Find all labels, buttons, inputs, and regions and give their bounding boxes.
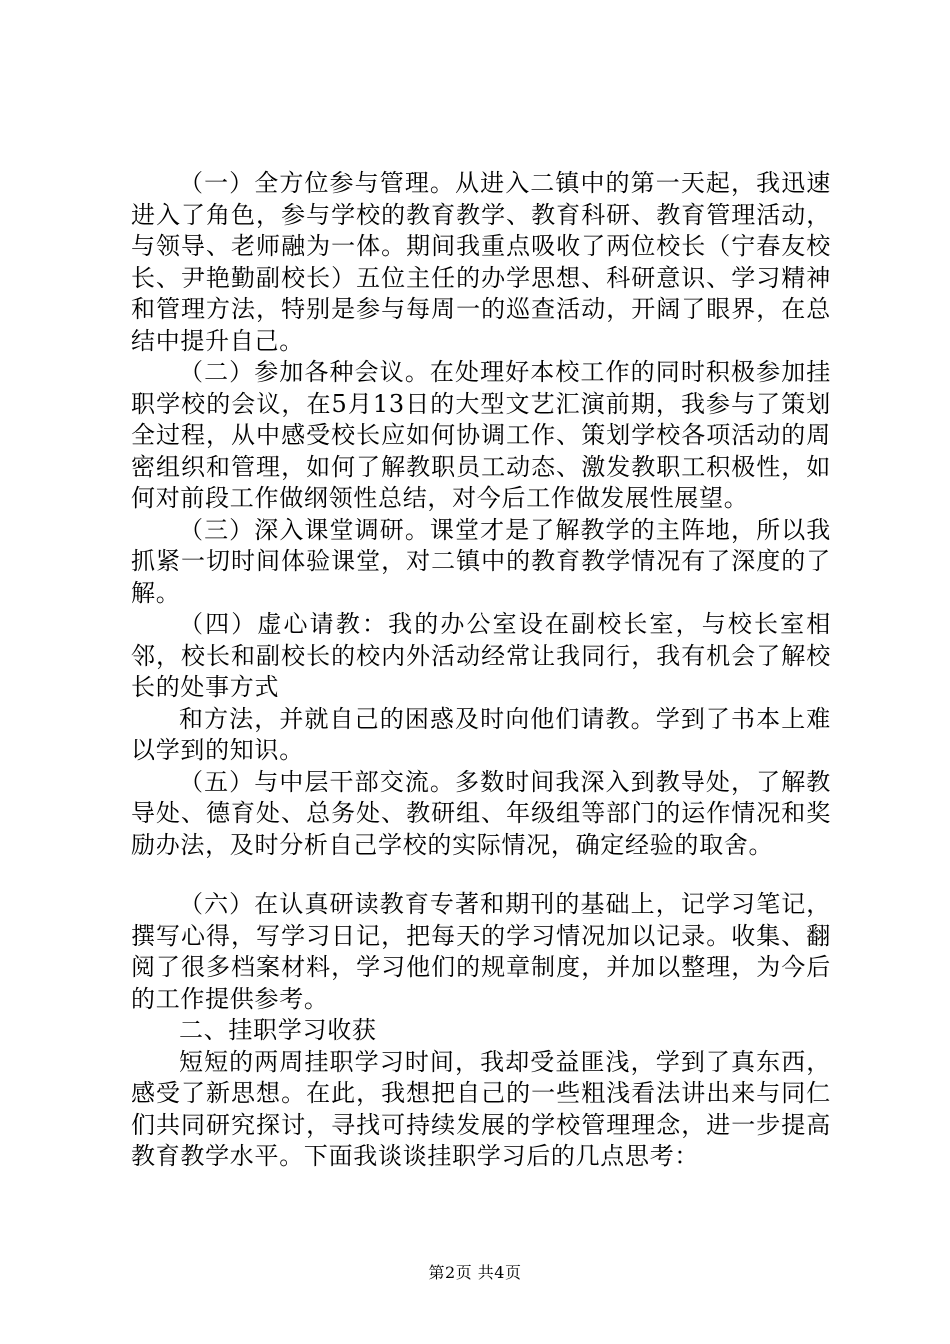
paragraph-2: （二）参加各种会议。在处理好本校工作的同时积极参加挂职学校的会议，在5月13日的大型文艺汇演前期，我参与了策划全过程，从中感受校长应如何协调工作、策划学校各项活动的周密组织和管理，如何了解教职员工动态、激发教职工积极性，如何对前段工作做纲领性总结，对今后工作做发展性展望。 [131, 358, 831, 512]
paragraph-7: 短短的两周挂职学习时间，我却受益匪浅，学到了真东西，感受了新思想。在此，我想把自己的一些粗浅看法讲出来与同仁们共同研究探讨，寻找可持续发展的学校管理理念，进一步提高教育教学水平。下面我谈谈挂职学习后的几点思考： [131, 1047, 831, 1170]
paragraph-1: （一）全方位参与管理。从进入二镇中的第一天起，我迅速进入了角色，参与学校的教育教学、教育科研、教育管理活动，与领导、老师融为一体。期间我重点吸收了两位校长（宁春友校长、尹艳勤副校长）五位主任的办学思想、科研意识、学习精神和管理方法，特别是参与每周一的巡查活动，开阔了眼界，在总结中提升自己。 [131, 169, 831, 355]
paragraph-5: （五）与中层干部交流。多数时间我深入到教导处，了解教导处、德育处、总务处、教研组、年级组等部门的运作情况和奖励办法，及时分析自己学校的实际情况，确定经验的取舍。 [131, 767, 831, 859]
section-heading: 二、挂职学习收获 [179, 1016, 377, 1044]
paragraph-3: （三）深入课堂调研。课堂才是了解教学的主阵地，所以我抓紧一切时间体验课堂，对二镇中的教育教学情况有了深度的了解。 [131, 515, 831, 607]
paragraph-4-continued: 和方法，并就自己的困惑及时向他们请教。学到了书本上难以学到的知识。 [131, 704, 831, 764]
document-body [131, 168, 831, 1173]
page-footer: 第2页 共4页 [428, 1263, 522, 1282]
paragraph-6: （六）在认真研读教育专著和期刊的基础上，记学习笔记，撰写心得，写学习日记，把每天的学习情况加以记录。收集、翻阅了很多档案材料，学习他们的规章制度，并加以整理，为今后的工作提供参考。 [131, 890, 831, 1013]
paragraph-4: （四）虚心请教：我的办公室设在副校长室，与校长室相邻，校长和副校长的校内外活动经常让我同行，我有机会了解校长的处事方式 [131, 610, 831, 701]
